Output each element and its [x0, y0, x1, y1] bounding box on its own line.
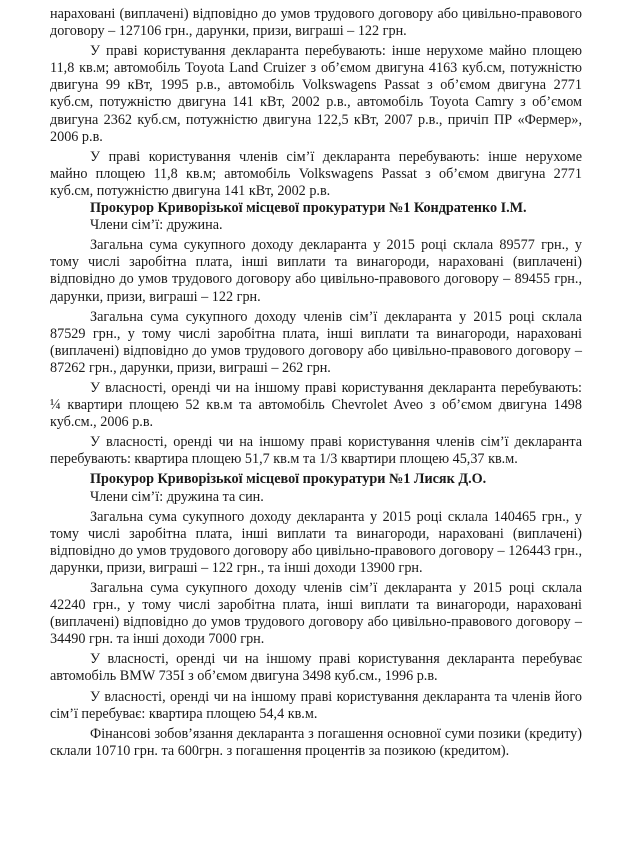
declarant-property-paragraph: У власності, оренді чи на іншому праві користування декларанта перебувають: ¼ квартири площею 52 кв.м та автомобіль Chevrolet Aveo з об’ємом двигуна 1498 куб.см., 2006 р.в. [50, 379, 582, 431]
family-income-paragraph: Загальна сума сукупного доходу членів сім’ї декларанта у 2015 році склала 87529 грн., у тому числі заробітна плата, інші виплати та винагороди, нараховані (виплачені) відповідно до умов трудового договору або цивільно-правового договору – 87262 грн., дарунки, призи, виграші – 262 грн. [50, 308, 582, 376]
family-property-paragraph: У власності, оренді чи на іншому праві користування членів сім’ї декларанта перебувають: квартира площею 51,7 кв.м та 1/3 квартири площею 45,37 кв.м. [50, 434, 582, 468]
family-members-paragraph: Члени сім’ї: дружина та син. [90, 488, 264, 505]
declarant-income-paragraph: Загальна сума сукупного доходу декларанта у 2015 році склала 89577 грн., у тому числі заробітна плата, інші виплати та винагороди, нараховані (виплачені) відповідно до умов трудового договору або цивільно-правового договору – 89455 грн., дарунки, призи, виграші – 122 грн. [50, 237, 582, 305]
declarant-income-paragraph: Загальна сума сукупного доходу декларанта у 2015 році склала 140465 грн., у тому числі заробітна плата, інші виплати та винагороди, нараховані (виплачені) відповідно до умов трудового договору або цивільно-правового договору – 126443 грн., дарунки, призи, виграші – 122 грн., та інші доходи 13900 грн. [50, 508, 582, 576]
family-income-paragraph: Загальна сума сукупного доходу членів сім’ї декларанта у 2015 році склала 42240 грн., у тому числі заробітна плата, інші виплати та винагороди, нараховані (виплачені) відповідно до умов трудового договору або цивільно-правового договору – 34490 грн. та інші доходи 7000 грн. [50, 580, 582, 648]
family-use-property-paragraph: У праві користування членів сім’ї декларанта перебувають: інше нерухоме майно площею 11,8 кв.м; автомобіль Volkswagens Passat з об’ємом двигуна 2771 куб.см, потужністю двигуна 141 кВт, 2002 р.в. [50, 148, 582, 199]
family-property-paragraph: У власності, оренді чи на іншому праві користування декларанта та членів його сім’ї перебуває: квартира площею 54,4 кв.м. [50, 688, 582, 722]
prosecutor-lysyak-heading: Прокурор Криворізької місцевої прокуратури №1 Лисяк Д.О. [90, 471, 487, 488]
income-continuation-paragraph: нараховані (виплачені) відповідно до умов трудового договору або цивільно-правового договору – 127106 грн., дарунки, призи, виграші – 122 грн. [50, 6, 582, 40]
financial-obligations-paragraph: Фінансові зобов’язання декларанта з погашення основної суми позики (кредиту) склали 10710 грн. та 600грн. з погашення процентів за позикою (кредитом). [50, 725, 582, 759]
declarant-vehicle-paragraph: У власності, оренді чи на іншому праві користування декларанта перебуває автомобіль BMW 735I з об’ємом двигуна 3498 куб.см., 1996 р.в. [50, 651, 582, 685]
declarant-use-property-paragraph: У праві користування декларанта перебувають: інше нерухоме майно площею 11,8 кв.м; автомобіль Toyota Land Cruizer з об’ємом двигуна 4163 куб.см, потужністю двигуна 99 кВт, 1995 р.в., автомобіль Volkswagens Passat з об’ємом двигуна 2771 куб.см, потужністю двигуна 141 кВт, 2002 р.в., автомобіль Toyota Camry з об’ємом двигуна 2362 куб.см, потужністю двигуна 122,5 кВт, 2007 р.в., причіп ПР «Фермер», 2006 р.в. [50, 43, 582, 145]
prosecutor-kondratenko-heading: Прокурор Криворізької місцевої прокуратури №1 Кондратенко І.М. [90, 200, 527, 217]
family-members-paragraph: Члени сім’ї: дружина. [90, 217, 223, 234]
